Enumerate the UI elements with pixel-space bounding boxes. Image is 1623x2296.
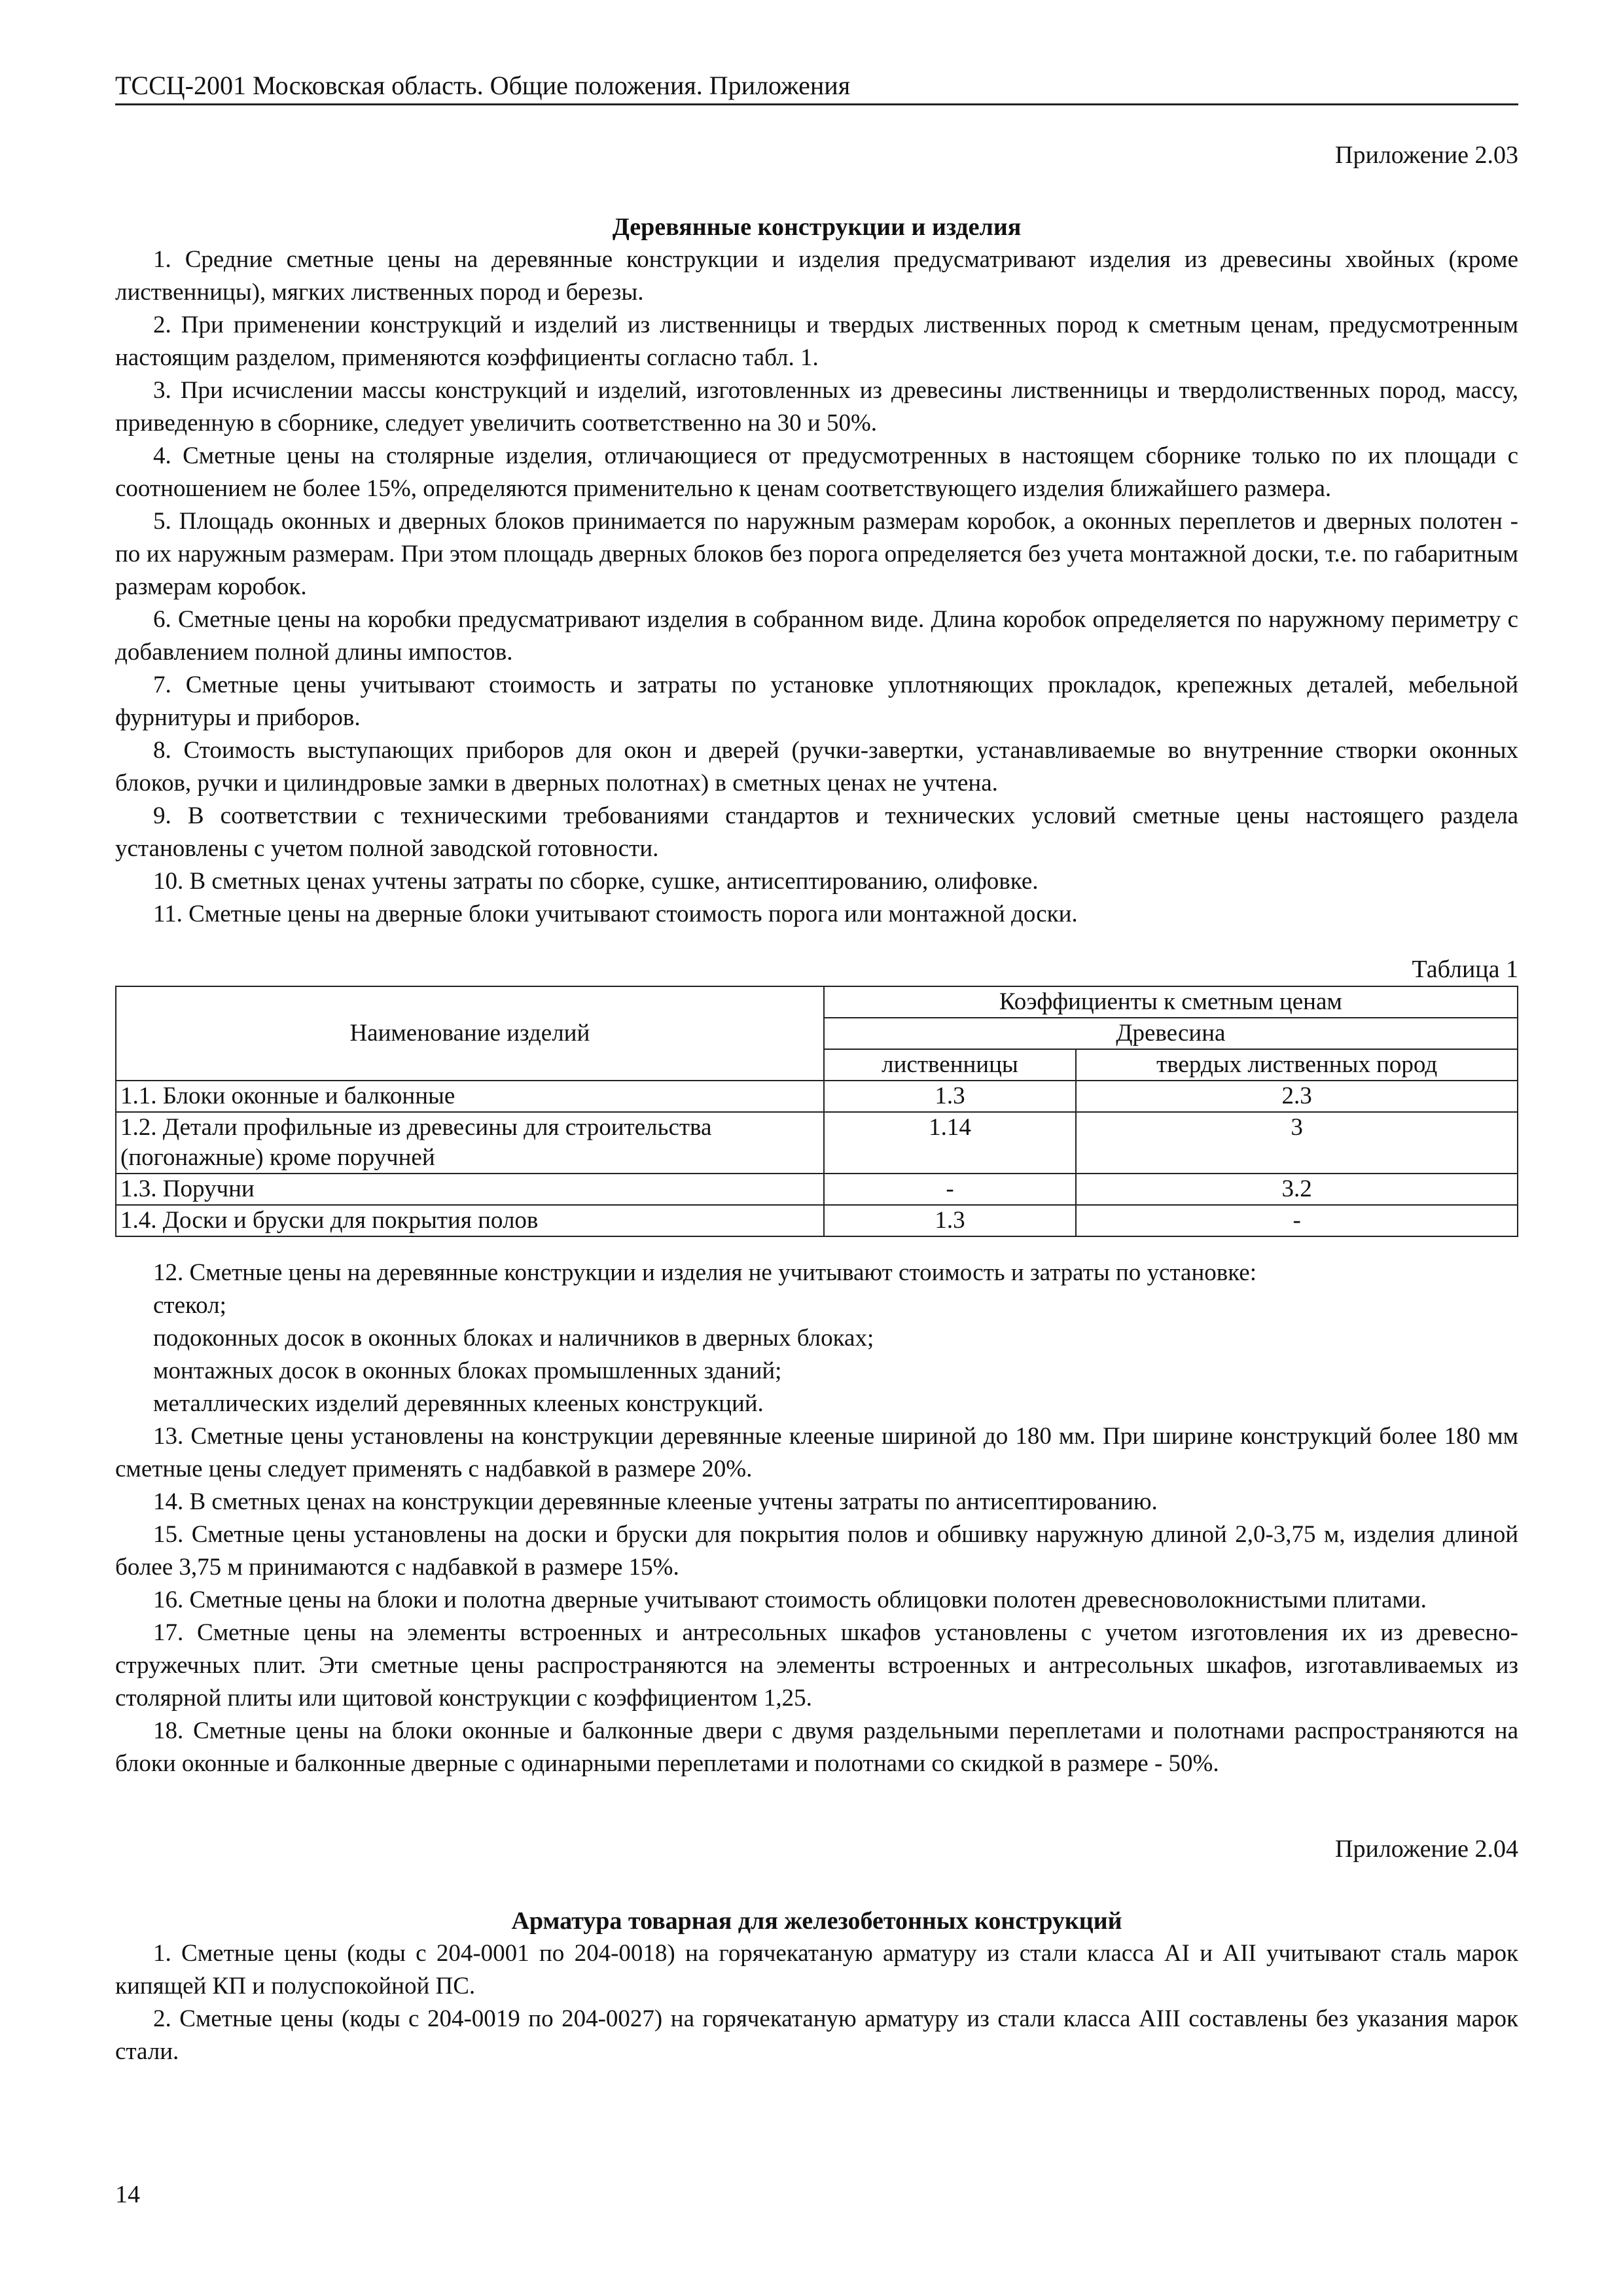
cell-larch: 1.3: [824, 1205, 1077, 1236]
paragraph-list: [115, 1257, 1518, 1780]
list-item: подоконных досок в оконных блоках и наличников в дверных блоках;: [153, 1325, 874, 1352]
section-title: Арматура товарная для железобетонных конструкций: [511, 1907, 1122, 1935]
paragraph: 11. Сметные цены на дверные блоки учитывают стоимость порога или монтажной доски.: [153, 901, 1078, 927]
cell-hardwood: 3.2: [1076, 1174, 1518, 1205]
running-header: ТССЦ-2001 Московская область. Общие положения. Приложения: [115, 69, 1518, 105]
cell-larch: -: [824, 1174, 1077, 1205]
cell-name: 1.3. Поручни: [116, 1174, 824, 1205]
paragraph: 5. Площадь оконных и дверных блоков принимается по наружным размерам коробок, а оконных переплетов и дверных полотен - по их наружным размерам. При этом площадь дверных блоков без порога определяется без учета монтажной доски, т.е. по габаритным размерам коробок.: [115, 508, 1518, 600]
paragraph: 2. При применении конструкций и изделий из лиственницы и твердых лиственных пород к сметным ценам, предусмотренным настоящим разделом, применяются коэффициенты согласно табл. 1.: [115, 312, 1518, 371]
table-row: [116, 1081, 1518, 1112]
paragraph: 16. Сметные цены на блоки и полотна дверные учитывают стоимость облицовки полотен древесноволокнистыми плитами.: [153, 1587, 1427, 1613]
cell-name: 1.4. Доски и бруски для покрытия полов: [116, 1205, 824, 1236]
header-hardwood: твердых лиственных пород: [1076, 1049, 1518, 1081]
paragraph: 3. При исчислении массы конструкций и изделий, изготовленных из древесины лиственницы и твердолиственных пород, массу, приведенную в сборнике, следует увеличить соответственно на 30 и 50%.: [115, 377, 1518, 437]
paragraph: 8. Стоимость выступающих приборов для окон и дверей (ручки-завертки, устанавливаемые во внутренние створки оконных блоков, ручки и цилиндровые замки в дверных полотнах) в сметных ценах не учтена.: [115, 737, 1518, 797]
header-coefficients: Коэффициенты к сметным ценам: [824, 986, 1518, 1018]
table-row: [116, 1205, 1518, 1236]
cell-hardwood: -: [1076, 1205, 1518, 1236]
table-header-row: [116, 986, 1518, 1018]
paragraph: 15. Сметные цены установлены на доски и бруски для покрытия полов и обшивку наружную длиной 2,0-3,75 м, изделия длиной более 3,75 м принимаются с надбавкой в размере 15%.: [115, 1521, 1518, 1581]
page-content: [115, 139, 1518, 2068]
paragraph-list: [115, 1937, 1518, 2068]
paragraph: 7. Сметные цены учитывают стоимость и затраты по установке уплотняющих прокладок, крепежных деталей, мебельной фурнитуры и приборов.: [115, 672, 1518, 731]
appendix-label: Приложение 2.03: [1335, 141, 1518, 169]
list-item: стекол;: [153, 1292, 226, 1319]
cell-hardwood: 3: [1076, 1112, 1518, 1174]
cell-larch: 1.14: [824, 1112, 1077, 1174]
appendix-label: Приложение 2.04: [1335, 1835, 1518, 1863]
paragraph: 1. Сметные цены (коды с 204-0001 по 204-0018) на горячекатаную арматуру из стали класса AI и AII учитывают сталь марок кипящей КП и полуспокойной ПС.: [115, 1940, 1518, 2000]
paragraph: 9. В соответствии с техническими требованиями стандартов и технических условий сметные цены настоящего раздела установлены с учетом полной заводской готовности.: [115, 802, 1518, 862]
page-number: 14: [115, 2181, 140, 2208]
paragraph: 6. Сметные цены на коробки предусматривают изделия в собранном виде. Длина коробок определяется по наружному периметру с добавлением полной длины импостов.: [115, 606, 1518, 666]
paragraph: 4. Сметные цены на столярные изделия, отличающиеся от предусмотренных в настоящем сборнике только по их площади с соотношением не более 15%, определяются применительно к ценам соответствующего изделия ближайшего размера.: [115, 442, 1518, 502]
table-caption: Таблица 1: [1412, 956, 1518, 983]
header-larch: лиственницы: [824, 1049, 1077, 1081]
paragraph: 10. В сметных ценах учтены затраты по сборке, сушке, антисептированию, олифовке.: [153, 868, 1039, 895]
table-row: [116, 1174, 1518, 1205]
section-title: Деревянные конструкции и изделия: [612, 213, 1022, 241]
header-wood: Древесина: [824, 1018, 1518, 1049]
list-item: металлических изделий деревянных клееных конструкций.: [153, 1390, 764, 1417]
paragraph: 2. Сметные цены (коды с 204-0019 по 204-0027) на горячекатаную арматуру из стали класса AIII составлены без указания марок стали.: [115, 2005, 1518, 2065]
header-product-name: Наименование изделий: [116, 986, 824, 1081]
spacer: [115, 1780, 1518, 1833]
paragraph: 1. Средние сметные цены на деревянные конструкции и изделия предусматривают изделия из древесины хвойных (кроме лиственницы), мягких лиственных пород и березы.: [115, 246, 1518, 306]
paragraph: 18. Сметные цены на блоки оконные и балконные двери с двумя раздельными переплетами и полотнами распространяются на блоки оконные и балконные дверные с одинарными переплетами и полотнами со скидкой в размере - 50%.: [115, 1717, 1518, 1777]
table-row: [116, 1112, 1518, 1174]
cell-name: 1.2. Детали профильные из древесины для строительства (погонажные) кроме поручней: [116, 1112, 824, 1174]
coefficients-table: [115, 986, 1518, 1237]
cell-larch: 1.3: [824, 1081, 1077, 1112]
paragraph-list: [115, 243, 1518, 931]
cell-hardwood: 2.3: [1076, 1081, 1518, 1112]
paragraph: 14. В сметных ценах на конструкции деревянные клееные учтены затраты по антисептированию.: [153, 1488, 1158, 1515]
list-item: монтажных досок в оконных блоках промышленных зданий;: [153, 1357, 782, 1384]
paragraph: 17. Сметные цены на элементы встроенных и антресольных шкафов установлены с учетом изготовления их из древесно-стружечных плит. Эти сметные цены распространяются на элементы встроенных и антресольных шкафов, изготавливаемых из столярной плиты или щитовой конструкции с коэффициентом 1,25.: [115, 1619, 1518, 1712]
paragraph: 13. Сметные цены установлены на конструкции деревянные клееные шириной до 180 мм. При ширине конструкций более 180 мм сметные цены следует применять с надбавкой в размере 20%.: [115, 1423, 1518, 1482]
cell-name: 1.1. Блоки оконные и балконные: [116, 1081, 824, 1112]
paragraph: 12. Сметные цены на деревянные конструкции и изделия не учитывают стоимость и затраты по установке:: [153, 1259, 1257, 1286]
